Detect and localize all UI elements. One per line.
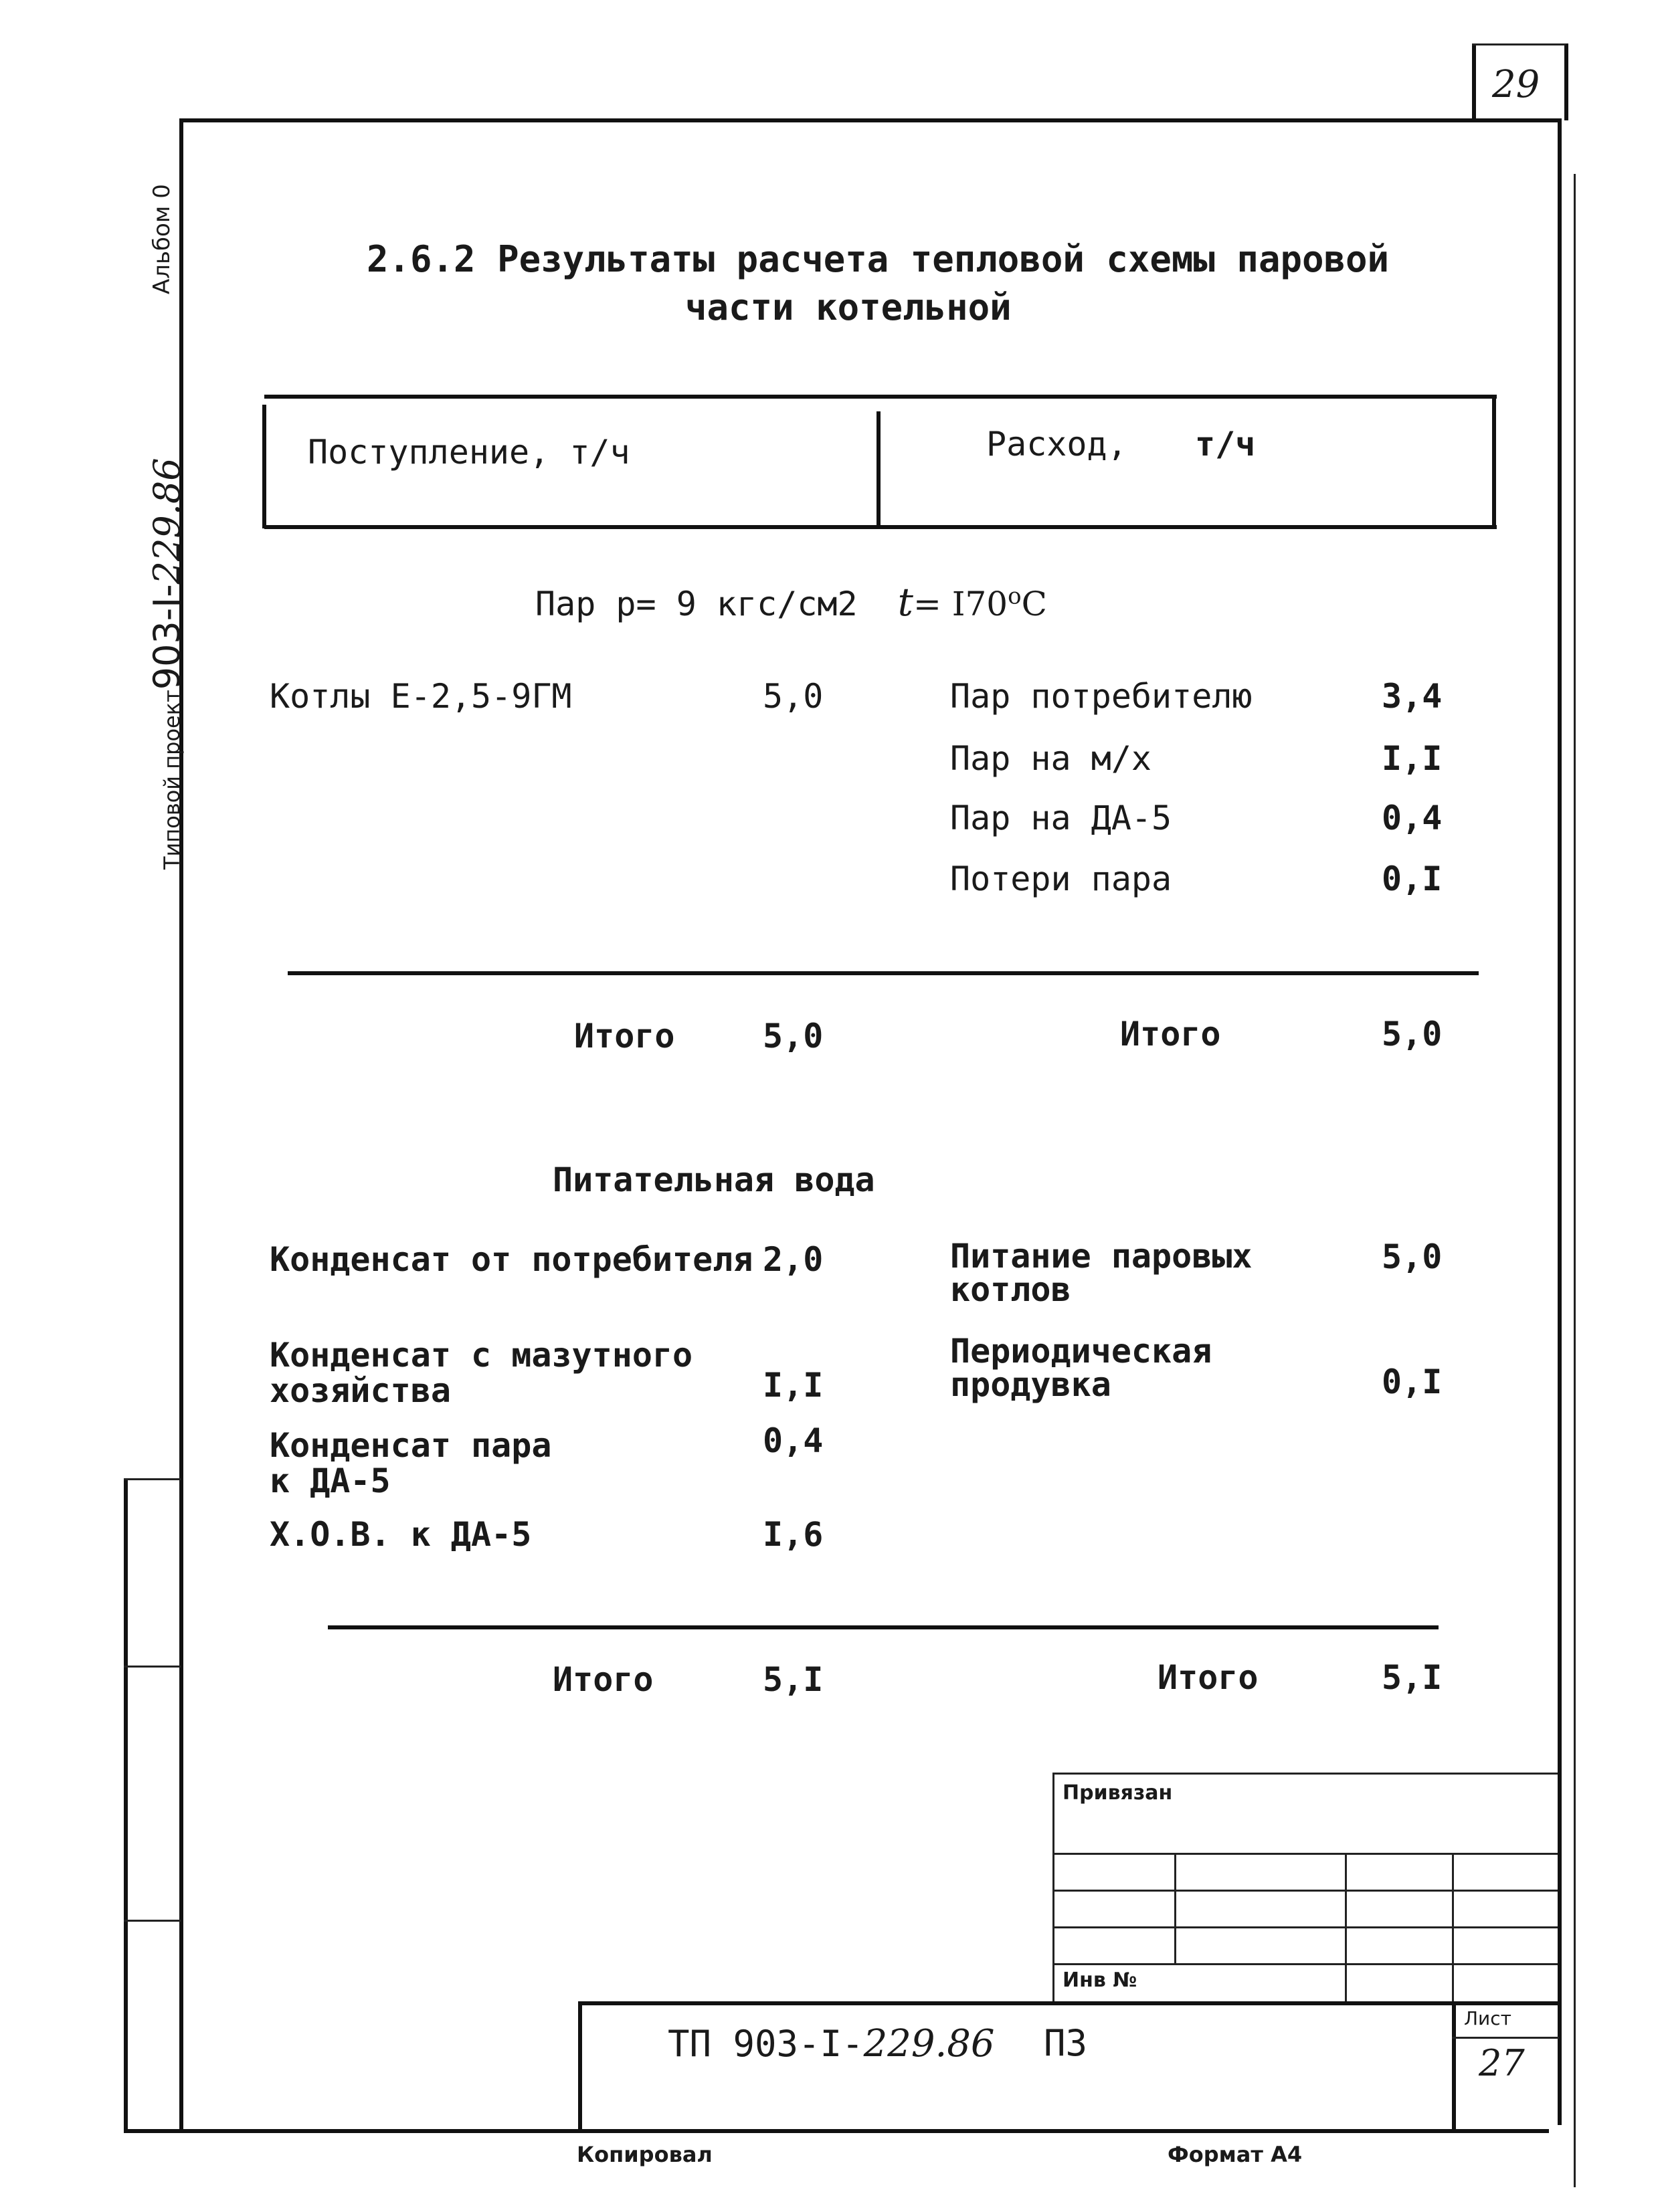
steam-income-value-0: 5,0	[763, 677, 824, 716]
water-expense-value-0: 5,0	[1382, 1237, 1443, 1276]
stamp-bound: Привязан	[1063, 1781, 1173, 1805]
left-stamp-row-1	[124, 1478, 181, 1480]
water-income-label-3: Х.О.В. к ДА-5	[270, 1515, 532, 1554]
corner-box-right	[1564, 43, 1568, 120]
water-income-label-0: Конденсат от потребителя	[270, 1240, 753, 1279]
water-total-expense-label: Итого	[1158, 1658, 1259, 1697]
water-expense-label-1: Периодическая продувка	[950, 1332, 1212, 1404]
water-expense-label-0: Питание паровых котлов	[950, 1237, 1253, 1309]
steam-temp: $t= I70^oC$	[897, 579, 1047, 625]
water-heading: Питательная вода	[553, 1161, 875, 1199]
stamp-col-3	[1452, 1853, 1454, 2003]
table-header-bottom	[264, 525, 1497, 529]
water-income-value-2: 0,4	[763, 1421, 824, 1460]
left-stamp-row-3	[124, 1920, 181, 1922]
steam-total-rule	[288, 971, 1479, 975]
table-header-top	[264, 395, 1497, 399]
stamp-row-3	[1052, 1926, 1558, 1928]
stamp-col-1	[1174, 1853, 1176, 1963]
water-total-expense-value: 5,I	[1382, 1658, 1443, 1697]
steam-total-expense-value: 5,0	[1382, 1015, 1443, 1053]
water-income-label-2: Конденсат пара к ДА-5	[270, 1426, 552, 1500]
table-header-right	[1492, 395, 1496, 525]
stamp-doc-type: ПЗ	[1044, 2022, 1088, 2064]
footer-copied: Копировал	[577, 2142, 713, 2167]
stamp-row-2	[1052, 1890, 1558, 1892]
water-total-income-value: 5,I	[763, 1660, 824, 1699]
frame-bottom	[124, 2129, 1549, 2133]
table-header-income: Поступление, т/ч	[308, 433, 630, 472]
frame-right	[1558, 118, 1562, 2125]
titleblock-sheet-divider	[1452, 2037, 1559, 2039]
corner-sheet-number: 29	[1492, 63, 1540, 106]
stamp-sheet-label: Лист	[1464, 2007, 1511, 2029]
steam-total-income-value: 5,0	[763, 1017, 824, 1055]
page-title-line1: 2.6.2 Результаты расчета тепловой схемы паровой	[367, 238, 1390, 280]
water-income-value-0: 2,0	[763, 1240, 824, 1279]
corner-box-top	[1472, 43, 1566, 45]
side-project-prefix: Типовой проект	[159, 690, 185, 870]
water-income-label-1: Конденсат с мазутного хозяйства	[270, 1336, 693, 1410]
steam-expense-label-2: Пар на ДА-5	[950, 799, 1172, 837]
steam-expense-value-1: I,I	[1382, 739, 1443, 778]
titleblock-sheet-left	[1452, 2001, 1456, 2132]
steam-total-income-label: Итого	[574, 1017, 675, 1055]
left-stamp-row-2	[124, 1666, 181, 1668]
footer-format: Формат А4	[1168, 2142, 1303, 2167]
frame-left	[179, 118, 183, 2132]
stamp-row-4	[1052, 1963, 1558, 1965]
table-header-expense-unit: т/ч	[1195, 425, 1256, 464]
stamp-top	[1052, 1773, 1558, 1775]
table-header-expense: Расход,	[986, 425, 1127, 464]
steam-expense-label-1: Пар на м/х	[950, 739, 1152, 778]
left-stamp-col-a	[124, 1478, 128, 2130]
stamp-row-1	[1052, 1853, 1558, 1855]
stamp-doc-code: ТП 903-I-229.86	[668, 2022, 995, 2066]
steam-expense-value-0: 3,4	[1382, 677, 1443, 716]
side-project-code: 903-I-	[146, 584, 188, 690]
steam-expense-label-3: Потери пара	[950, 860, 1172, 898]
steam-expense-value-2: 0,4	[1382, 799, 1443, 837]
water-income-value-3: I,6	[763, 1515, 824, 1554]
page-title-line2: части котельной	[685, 286, 1012, 328]
frame-top	[182, 118, 1560, 122]
table-header-mid	[877, 411, 881, 525]
water-total-income-label: Итого	[553, 1660, 654, 1699]
corner-box-left	[1472, 43, 1476, 120]
steam-total-expense-label: Итого	[1120, 1015, 1221, 1053]
water-total-rule	[328, 1625, 1439, 1629]
steam-heading: Пар р= 9 кгс/см2 $t= I70^oC$	[535, 579, 1047, 625]
stamp-left	[1052, 1773, 1054, 2003]
steam-expense-label-0: Пар потребителю	[950, 677, 1253, 716]
stamp-col-2	[1345, 1853, 1347, 2003]
frame-right-outer	[1574, 174, 1576, 2187]
table-header-left	[262, 405, 266, 528]
steam-income-label-0: Котлы Е-2,5-9ГМ	[270, 677, 572, 716]
water-income-value-1: I,I	[763, 1366, 824, 1405]
side-album: Альбом 0	[149, 184, 175, 294]
stamp-sheet-value: 27	[1479, 2042, 1525, 2084]
titleblock-left	[578, 2001, 582, 2132]
titleblock-top	[578, 2001, 1558, 2005]
steam-expense-value-3: 0,I	[1382, 860, 1443, 898]
side-project-code-hand: 229.86	[146, 458, 188, 585]
water-expense-value-1: 0,I	[1382, 1363, 1443, 1401]
side-project	[146, 458, 188, 870]
stamp-inv: Инв №	[1063, 1969, 1137, 1992]
